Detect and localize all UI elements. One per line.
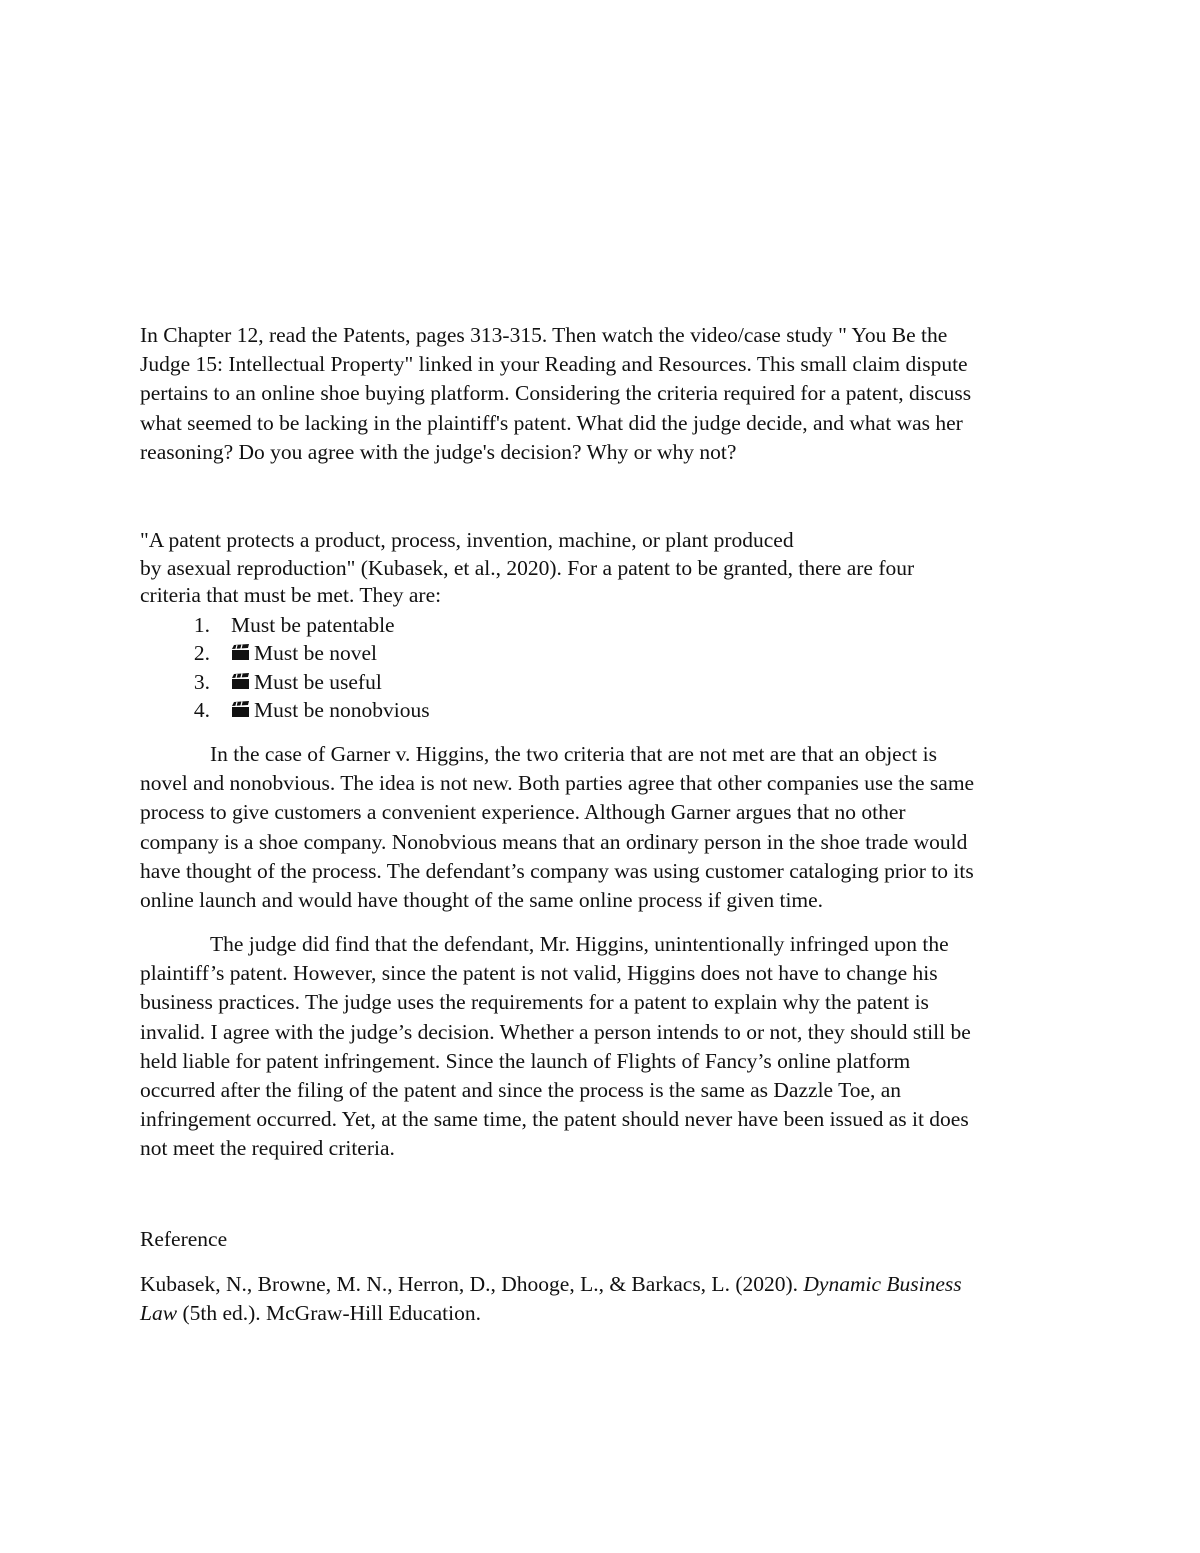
list-number: 1. [193,613,210,637]
clapperboard-icon [231,701,251,718]
paragraph-line: infringement occurred. Yet, at the same time, the patent should never have been issued as it does [140,1107,969,1132]
list-item [140,639,430,667]
paragraph-line: company is a shoe company. Nonobvious means that an ordinary person in the shoe trade would [140,829,968,854]
prompt-line: what seemed to be lacking in the plaintiff's patent. What did the judge decide, and what was her [140,410,963,435]
paragraph-line: business practices. The judge uses the requirements for a patent to explain why the patent is [140,990,929,1015]
list-number: 4. [193,698,210,723]
paragraph-line: process to give customers a convenient experience. Although Garner argues that no other [140,800,906,825]
clapperboard-icon [231,644,251,661]
reference-entry [140,1270,1060,1328]
reference-publisher: (5th ed.). McGraw-Hill Education. [177,1301,481,1326]
list-item-label: Must be nonobvious [254,698,430,723]
prompt-paragraph [140,321,1060,467]
list-item-label: Must be novel [254,641,378,666]
prompt-line: pertains to an online shoe buying platform. Considering the criteria required for a patent, discuss [140,381,972,406]
list-item-label: Must be useful [254,669,382,694]
reference-heading [140,1225,1060,1254]
paragraph-line: held liable for patent infringement. Since the launch of Flights of Fancy’s online platform [140,1048,911,1073]
reference-authors: Kubasek, N., Browne, M. N., Herron, D., Dhooge, L., & Barkacs, L. (2020). [140,1272,804,1296]
list-item [140,611,430,639]
body-paragraph-2 [140,930,1060,1164]
list-item-label: Must be patentable [231,613,395,637]
prompt-line: Judge 15: Intellectual Property" linked in your Reading and Resources. This small claim dispute [140,352,968,377]
reference-title: Dynamic Business [803,1272,962,1296]
paragraph-line: not meet the required criteria. [140,1136,395,1161]
prompt-line: reasoning? Do you agree with the judge's decision? Why or why not? [140,439,737,464]
reference-line-2 [140,1299,1060,1328]
paragraph-line: plaintiff’s patent. However, since the patent is not valid, Higgins does not have to change his [140,961,938,986]
list-item [140,696,430,724]
list-number: 3. [193,669,210,694]
body-paragraph-1 [140,740,1060,915]
criteria-list [140,611,430,725]
paragraph-line: invalid. I agree with the judge’s decision. Whether a person intends to or not, they should still be [140,1019,971,1044]
paragraph-line: In the case of Garner v. Higgins, the two criteria that are not met are that an object is [210,742,937,766]
prompt-line: In Chapter 12, read the Patents, pages 313-315. Then watch the video/case study " You Be the [140,323,948,347]
reference-title-cont: Law [140,1301,178,1326]
intro-line: criteria that must be met. They are: [140,583,442,607]
paragraph-line: novel and nonobvious. The idea is not new. Both parties agree that other companies use the same [140,771,975,796]
paragraph-line: have thought of the process. The defendant’s company was using customer cataloging prior to its [140,858,974,883]
reference-line-1 [140,1270,1060,1299]
paragraph-line: occurred after the filing of the patent and since the process is the same as Dazzle Toe, an [140,1078,902,1103]
intro-paragraph [140,527,1060,610]
intro-line: "A patent protects a product, process, invention, machine, or plant produced [140,528,794,552]
list-item [140,668,430,696]
intro-line: by asexual reproduction" (Kubasek, et al., 2020). For a patent to be granted, there are four [140,555,915,580]
list-number: 2. [193,641,210,666]
paragraph-line: The judge did find that the defendant, Mr. Higgins, unintentionally infringed upon the [210,932,949,956]
paragraph-line: online launch and would have thought of the same online process if given time. [140,888,824,913]
clapperboard-icon [231,673,251,690]
reference-heading-text: Reference [140,1227,228,1251]
